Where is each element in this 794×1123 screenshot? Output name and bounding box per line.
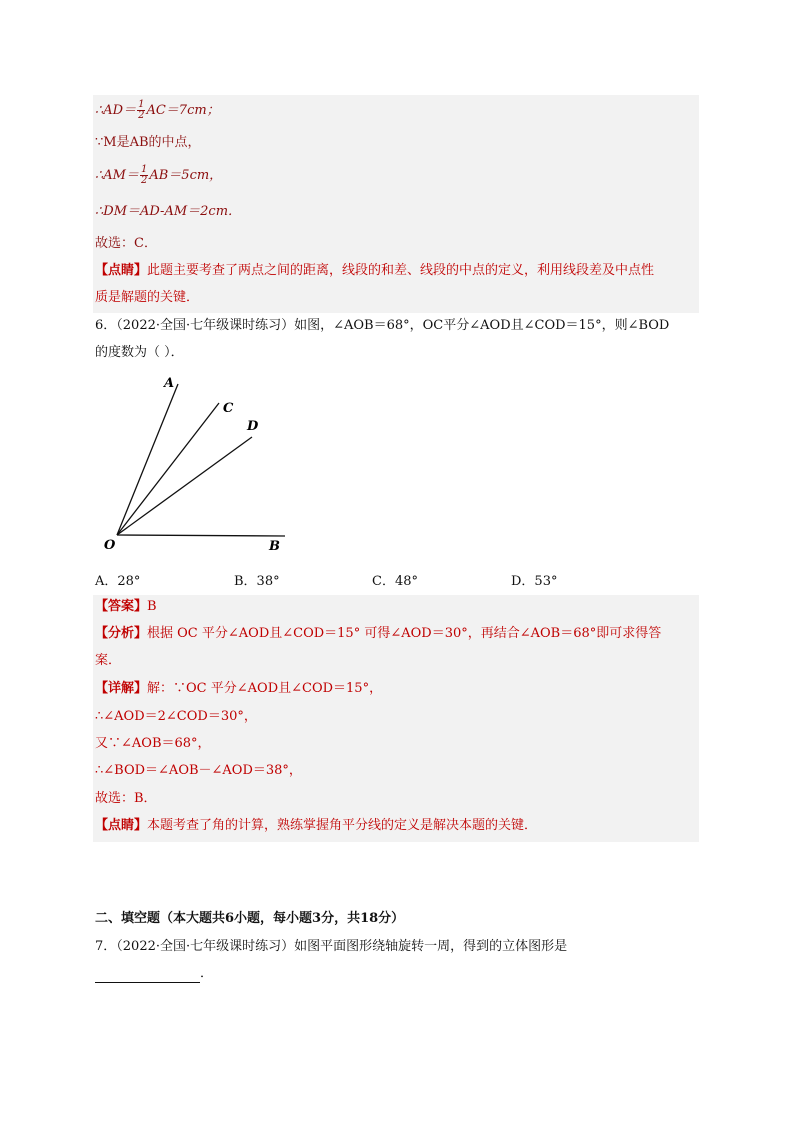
fraction-numerator: 1 [138,99,145,110]
solution-text: AB＝5cm， [149,168,223,183]
label-d: D [247,419,259,434]
label-c: C [223,401,234,416]
fraction [140,165,148,186]
detail-tag: 【详解】 [95,681,148,696]
comment-line-q6 [95,817,537,835]
solution-text: ∴AM＝ [95,168,139,183]
option-c: C．48° [372,574,418,589]
detail-line1 [95,680,382,698]
fraction-denominator: 2 [138,110,145,121]
comment-tag: 【点睛】 [95,263,148,278]
solution-choice: 故选：C． [95,236,157,251]
question-7-tail: ． [200,966,214,981]
option-b: B．38° [234,574,280,589]
comment-text: 此题主要考查了两点之间的距离，线段的和差、线段的中点的定义，利用线段差及中点性 [147,263,655,278]
solution-line-ad [95,100,220,121]
comment-text: 本题考查了角的计算，熟练掌握角平分线的定义是解决本题的关键． [147,818,538,833]
question-6-text-cont: 的度数为（ ）． [95,345,184,360]
answer-blank[interactable] [95,968,200,983]
label-b: B [269,539,280,554]
question-6-text: 6．（2022·全国·七年级课时练习）如图，∠AOB＝68°，OC平分∠AOD且∠COD＝15°，则∠BOD [95,318,670,333]
solution-line-dm: ∴DM＝AD-AM＝2cm． [95,204,242,219]
option-a: A．28° [95,574,141,589]
analysis-line1 [95,625,661,643]
detail-text: 解：∵OC 平分∠AOD且∠COD＝15°， [147,681,383,696]
answer-line [95,598,157,616]
detail-line3: 又∵∠AOB＝68°， [95,736,211,751]
answer-value: B [147,599,157,614]
ray-oc [117,403,219,535]
analysis-line2: 案． [95,653,122,668]
fraction-numerator: 1 [140,164,148,175]
comment-tag: 【点睛】 [95,818,148,833]
solution-comment-line2: 质是解题的关键． [95,290,200,305]
angle-figure [95,375,295,555]
solution-choice-q6: 故选：B． [95,791,157,806]
option-d: D．53° [511,574,558,589]
label-a: A [164,376,175,391]
analysis-text: 根据 OC 平分∠AOD且∠COD＝15° 可得∠AOD＝30°，再结合∠AOB＝68°即可求得答 [147,626,662,641]
detail-line4: ∴∠BOD＝∠AOB－∠AOD＝38°， [95,763,302,778]
question-7-text: 7．（2022·全国·七年级课时练习）如图平面图形绕轴旋转一周，得到的立体图形是 [95,939,568,954]
label-o: O [104,538,116,553]
solution-line-midpoint: ∵M是AB的中点， [95,135,201,150]
solution-text: AC＝7cm； [146,103,220,118]
ray-ob [117,535,285,536]
solution-comment-line1 [95,262,654,280]
detail-line2: ∴∠AOD＝2∠COD＝30°， [95,709,257,724]
fraction-denominator: 2 [140,175,148,186]
solution-text: ∴AD＝ [95,103,137,118]
solution-line-am [95,165,222,186]
analysis-tag: 【分析】 [95,626,148,641]
answer-tag: 【答案】 [95,599,148,614]
fraction [137,100,145,121]
section-heading: 二、填空题（本大题共6小题，每小题3分，共18分） [95,911,405,926]
question-7-answer-line [95,965,213,983]
